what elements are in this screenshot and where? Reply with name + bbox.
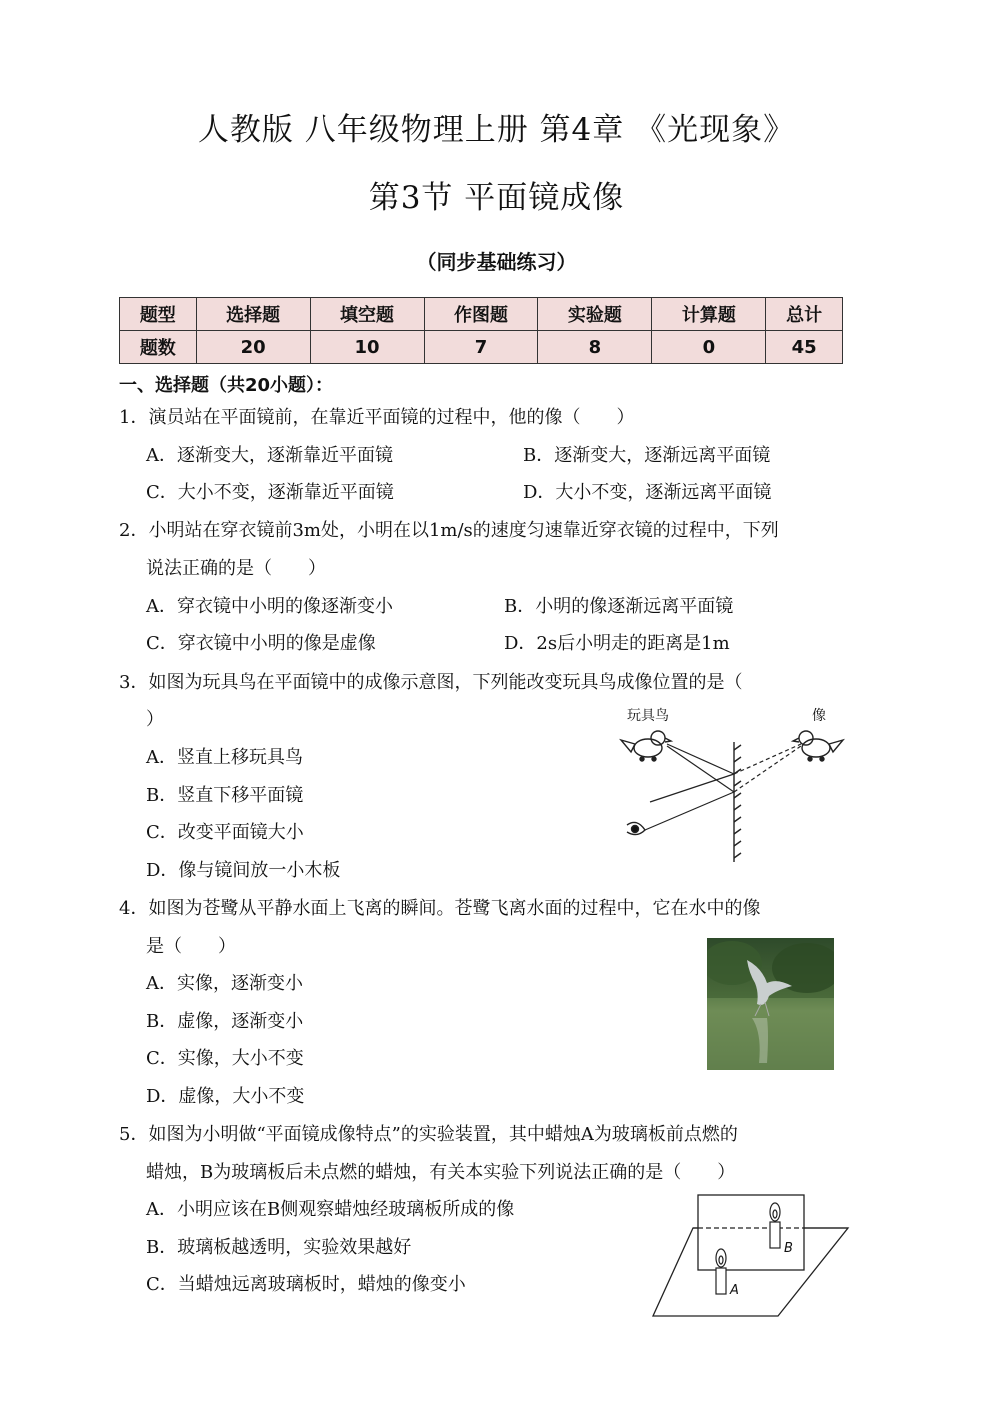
document-title: 人教版 八年级物理上册 第4章 《光现象》 — [197, 112, 796, 148]
question-4-option-d: D．虚像，大小不变 — [146, 1086, 305, 1107]
question-5-stem-cont: 蜡烛，B为玻璃板后未点燃的蜡烛，有关本实验下列说法正确的是（ ） — [146, 1162, 736, 1183]
table-cell: 10 — [310, 331, 424, 364]
question-2-stem-cont: 说法正确的是（ ） — [146, 558, 326, 579]
question-1-option-d: D．大小不变，逐渐远离平面镜 — [523, 482, 772, 503]
table-cell: 7 — [424, 331, 538, 364]
figure-label-image: 像 — [812, 708, 826, 724]
glass-plate — [698, 1195, 804, 1270]
question-3-option-c: C．改变平面镜大小 — [146, 822, 304, 843]
table-cell: 20 — [196, 331, 310, 364]
question-3-option-d: D．像与镜间放一小木板 — [146, 860, 341, 881]
question-1-option-b: B．逐渐变大，逐渐远离平面镜 — [523, 445, 771, 466]
question-2-stem: 2．小明站在穿衣镜前3m处，小明在以1m/s的速度匀速靠近穿衣镜的过程中，下列 — [119, 520, 779, 541]
question-1-stem: 1．演员站在平面镜前，在靠近平面镜的过程中，他的像（ ） — [119, 407, 635, 428]
section-title: 第3节 平面镜成像 — [368, 180, 625, 216]
figure-label-toy-bird: 玩具鸟 — [627, 708, 669, 724]
question-2-option-a: A．穿衣镜中小明的像逐渐变小 — [146, 596, 393, 617]
table-cell: 计算题 — [652, 298, 766, 331]
table-cell: 题数 — [120, 331, 197, 364]
mirror-bird-figure — [615, 700, 845, 865]
question-5-option-a: A．小明应该在B侧观察蜡烛经玻璃板所成的像 — [146, 1199, 515, 1220]
section-heading: 一、选择题（共20小题）： — [119, 375, 334, 396]
question-4-option-b: B．虚像，逐渐变小 — [146, 1011, 304, 1032]
table-cell: 填空题 — [310, 298, 424, 331]
table-cell: 题型 — [120, 298, 197, 331]
toy-bird-icon — [621, 731, 671, 761]
question-1-option-c: C．大小不变，逐渐靠近平面镜 — [146, 482, 394, 503]
table-cell: 实验题 — [538, 298, 652, 331]
question-5-stem: 5．如图为小明做“平面镜成像特点”的实验装置，其中蜡烛A为玻璃板前点燃的 — [119, 1124, 738, 1145]
question-2-option-b: B．小明的像逐渐远离平面镜 — [504, 596, 734, 617]
question-3-option-a: A．竖直上移玩具鸟 — [146, 747, 303, 768]
table-cell: 选择题 — [196, 298, 310, 331]
subtitle: （同步基础练习） — [416, 250, 577, 274]
plane-mirror — [734, 742, 741, 862]
table-cell: 8 — [538, 331, 652, 364]
question-3-stem: 3．如图为玩具鸟在平面镜中的成像示意图，下列能改变玩具鸟成像位置的是（ — [119, 672, 743, 693]
candle-b-icon — [770, 1203, 780, 1248]
question-4-stem: 4．如图为苍鹭从平静水面上飞离的瞬间。苍鹭飞离水面的过程中，它在水中的像 — [119, 898, 761, 919]
question-5-option-b: B．玻璃板越透明，实验效果越好 — [146, 1237, 412, 1258]
table-cell: 45 — [766, 331, 843, 364]
table-row — [120, 331, 843, 364]
table-row — [120, 298, 843, 331]
table-cell: 总计 — [766, 298, 843, 331]
candle-a-label: A — [730, 1283, 739, 1298]
candle-experiment-figure — [648, 1190, 853, 1320]
question-3-stem-cont: ） — [146, 709, 164, 730]
candle-b-label: B — [784, 1241, 793, 1256]
question-5-option-c: C．当蜡烛远离玻璃板时，蜡烛的像变小 — [146, 1274, 466, 1295]
question-1-option-a: A．逐渐变大，逐渐靠近平面镜 — [146, 445, 393, 466]
eye-icon — [627, 822, 645, 834]
table-cell: 作图题 — [424, 298, 538, 331]
question-2-option-c: C．穿衣镜中小明的像是虚像 — [146, 633, 376, 654]
table-cell: 0 — [652, 331, 766, 364]
question-stats-table — [119, 297, 843, 364]
question-2-option-d: D．2s后小明走的距离是1m — [504, 633, 730, 654]
question-4-stem-cont: 是（ ） — [146, 936, 236, 957]
heron-photo — [707, 938, 834, 1070]
question-3-option-b: B．竖直下移平面镜 — [146, 785, 304, 806]
question-4-option-a: A．实像，逐渐变小 — [146, 973, 303, 994]
question-4-option-c: C．实像，大小不变 — [146, 1048, 304, 1069]
candle-a-icon — [716, 1249, 726, 1294]
light-rays — [645, 744, 801, 830]
